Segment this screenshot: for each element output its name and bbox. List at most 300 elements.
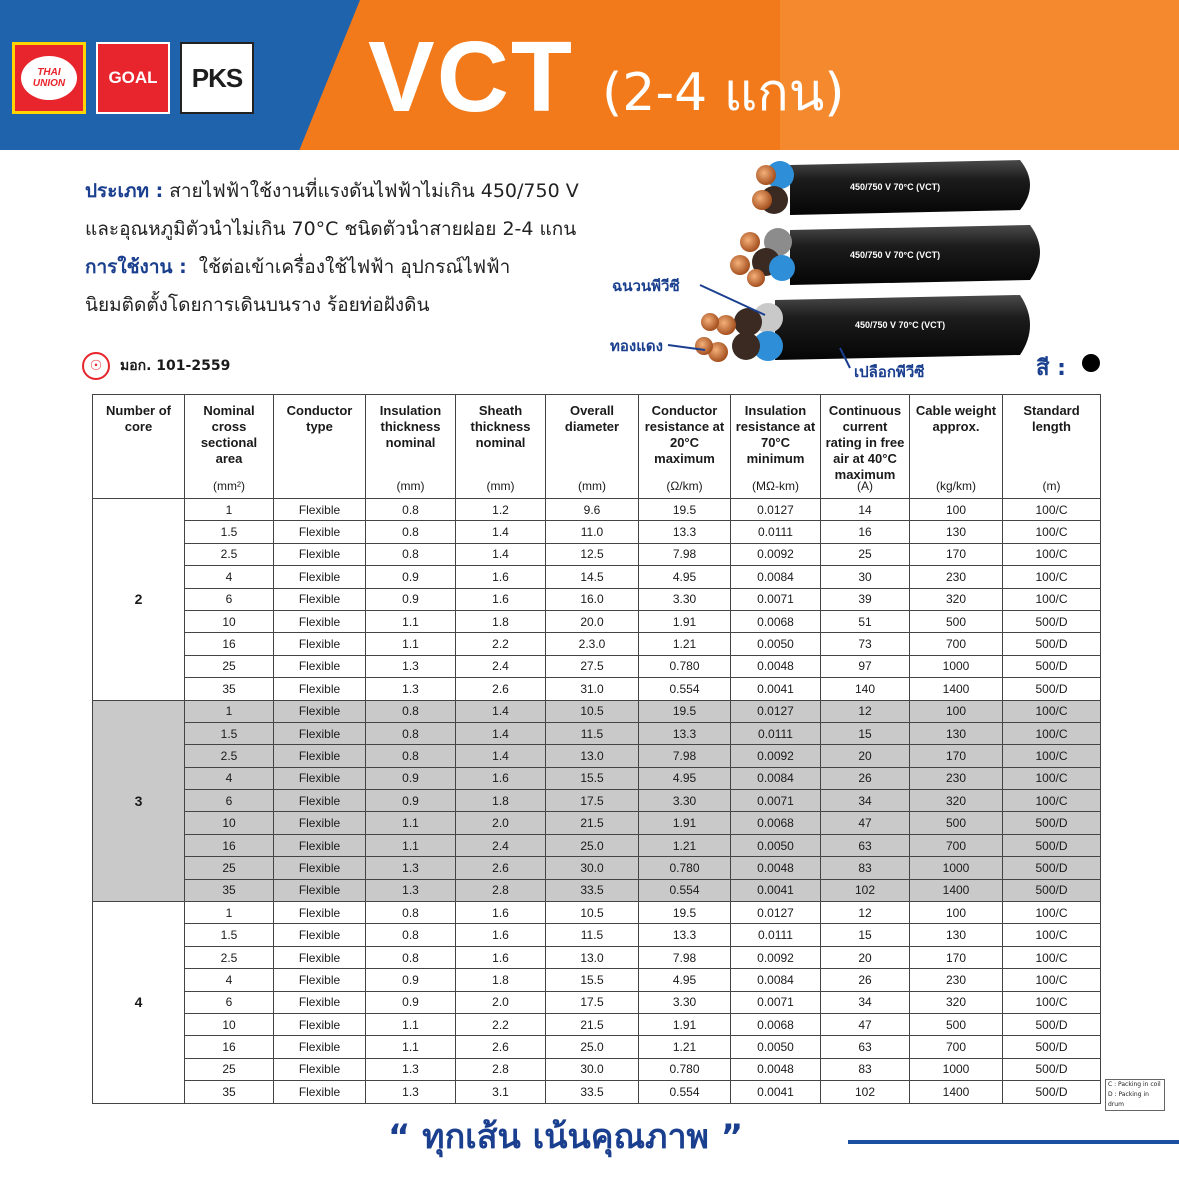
table-cell: 170: [910, 543, 1003, 565]
table-cell: 2.0: [456, 991, 546, 1013]
table-cell: 12.5: [546, 543, 639, 565]
table-cell: 0.8: [366, 700, 456, 722]
table-cell: 1000: [910, 655, 1003, 677]
table-row: [93, 588, 1101, 610]
column-header-unit: (A): [857, 479, 873, 493]
goal-logo-text: GOAL: [108, 68, 158, 87]
table-row: [93, 879, 1101, 901]
usage-text-2: นิยมติดตั้งโดยการเดินบนราง ร้อยท่อฝังดิน: [85, 294, 430, 316]
table-cell: 2.6: [456, 1036, 546, 1058]
table-cell: Flexible: [274, 991, 366, 1013]
column-header-label: Conductor type: [286, 403, 353, 434]
table-cell: 1.3: [366, 678, 456, 700]
table-cell: 1000: [910, 857, 1003, 879]
table-cell: 2.5: [185, 946, 274, 968]
type-text: สายไฟฟ้าใช้งานที่แรงดันไฟฟ้าไม่เกิน 450/750 V: [169, 180, 579, 202]
table-cell: 20: [821, 946, 910, 968]
table-cell: Flexible: [274, 678, 366, 700]
pks-logo: [180, 42, 254, 114]
table-cell: 100: [910, 499, 1003, 521]
table-row: [93, 1036, 1101, 1058]
table-cell: 1.6: [456, 566, 546, 588]
table-cell: 19.5: [639, 499, 731, 521]
column-header: [639, 395, 731, 499]
table-cell: 13.3: [639, 722, 731, 744]
table-cell: 0.780: [639, 655, 731, 677]
table-cell: 100/C: [1003, 745, 1101, 767]
table-cell: 100/C: [1003, 991, 1101, 1013]
column-header-label: Number of core: [106, 403, 171, 434]
table-cell: 230: [910, 767, 1003, 789]
table-cell: 25: [185, 857, 274, 879]
table-cell: 500/D: [1003, 1081, 1101, 1103]
table-cell: 130: [910, 924, 1003, 946]
table-cell: 1.6: [456, 902, 546, 924]
table-cell: 170: [910, 745, 1003, 767]
table-cell: 1: [185, 700, 274, 722]
table-cell: 230: [910, 566, 1003, 588]
table-cell: 13.3: [639, 924, 731, 946]
table-cell: Flexible: [274, 521, 366, 543]
table-cell: 500/D: [1003, 857, 1101, 879]
table-cell: 39: [821, 588, 910, 610]
table-cell: 100/C: [1003, 543, 1101, 565]
table-cell: 2.2: [456, 1013, 546, 1035]
table-cell: Flexible: [274, 879, 366, 901]
table-cell: 7.98: [639, 946, 731, 968]
header-banner: [0, 0, 1179, 150]
type-text-2: และอุณหภูมิตัวนำไม่เกิน 70°C ชนิดตัวนำสายฝอย 2-4 แกน: [85, 218, 577, 240]
table-cell: 1.91: [639, 812, 731, 834]
table-cell: 500/D: [1003, 1013, 1101, 1035]
table-cell: 1.3: [366, 857, 456, 879]
table-cell: Flexible: [274, 499, 366, 521]
table-cell: 0.0041: [731, 879, 821, 901]
table-cell: 0.0111: [731, 722, 821, 744]
table-cell: Flexible: [274, 1081, 366, 1103]
table-cell: 1: [185, 902, 274, 924]
table-cell: 0.0084: [731, 767, 821, 789]
table-cell: 6: [185, 790, 274, 812]
table-cell: 1.1: [366, 834, 456, 856]
table-cell: 10.5: [546, 902, 639, 924]
table-cell: 35: [185, 678, 274, 700]
table-row: [93, 745, 1101, 767]
table-cell: 13.0: [546, 946, 639, 968]
table-cell: 1.4: [456, 700, 546, 722]
table-cell: 0.0127: [731, 700, 821, 722]
table-cell: 700: [910, 633, 1003, 655]
table-cell: 83: [821, 857, 910, 879]
table-cell: 10.5: [546, 700, 639, 722]
table-cell: 15.5: [546, 767, 639, 789]
table-cell: 0.554: [639, 678, 731, 700]
table-cell: 35: [185, 879, 274, 901]
table-cell: Flexible: [274, 655, 366, 677]
table-cell: 10: [185, 1013, 274, 1035]
table-cell: 100: [910, 700, 1003, 722]
table-cell: 4: [185, 767, 274, 789]
table-row: [93, 1081, 1101, 1103]
page-subtitle: (2-4 แกน): [602, 63, 845, 123]
table-cell: 0.0071: [731, 991, 821, 1013]
table-cell: 1.21: [639, 834, 731, 856]
standard-text: มอก. 101-2559: [120, 358, 231, 374]
column-header-unit: (mm): [578, 479, 606, 493]
table-cell: 63: [821, 834, 910, 856]
table-cell: 34: [821, 790, 910, 812]
table-cell: 0.8: [366, 722, 456, 744]
table-cell: 1.4: [456, 543, 546, 565]
brand-logos: [12, 42, 254, 114]
table-cell: 2.4: [456, 834, 546, 856]
table-cell: Flexible: [274, 857, 366, 879]
table-cell: 1.3: [366, 879, 456, 901]
table-row: [93, 834, 1101, 856]
table-cell: Flexible: [274, 700, 366, 722]
column-header-unit: (mm): [486, 479, 515, 493]
table-cell: 0.554: [639, 1081, 731, 1103]
table-cell: 500/D: [1003, 610, 1101, 632]
column-header-label: Standard length: [1023, 403, 1080, 434]
cable-print-1: 450/750 V 70°C (VCT): [850, 182, 941, 192]
table-cell: 2.8: [456, 879, 546, 901]
table-cell: 0.0092: [731, 543, 821, 565]
table-cell: 0.0084: [731, 566, 821, 588]
spec-table: [92, 394, 1101, 1104]
table-cell: 31.0: [546, 678, 639, 700]
table-cell: 0.8: [366, 499, 456, 521]
table-cell: 1.6: [456, 767, 546, 789]
table-cell: 0.9: [366, 790, 456, 812]
table-cell: 4.95: [639, 566, 731, 588]
table-cell: 0.0050: [731, 633, 821, 655]
cable-illustration: [600, 150, 1100, 395]
table-cell: 320: [910, 991, 1003, 1013]
table-cell: 10: [185, 610, 274, 632]
table-cell: 4.95: [639, 969, 731, 991]
table-cell: 26: [821, 767, 910, 789]
table-cell: 13.0: [546, 745, 639, 767]
column-header-unit: (MΩ-km): [752, 479, 799, 493]
table-cell: 3.30: [639, 790, 731, 812]
table-cell: 0.0048: [731, 1058, 821, 1080]
cable-2-core: [752, 160, 1030, 215]
thai-union-logo-bottom: UNION: [32, 78, 66, 89]
table-row: [93, 678, 1101, 700]
table-cell: 0.0111: [731, 924, 821, 946]
table-cell: 0.8: [366, 543, 456, 565]
table-cell: 14: [821, 499, 910, 521]
table-cell: 2.0: [456, 812, 546, 834]
table-cell: 2.8: [456, 1058, 546, 1080]
table-cell: 0.780: [639, 857, 731, 879]
table-cell: 0.554: [639, 879, 731, 901]
table-cell: 47: [821, 1013, 910, 1035]
slogan: “ ทุกเส้น เน้นคุณภาพ ”: [388, 1117, 744, 1157]
table-cell: 0.0092: [731, 745, 821, 767]
table-cell: 100/C: [1003, 700, 1101, 722]
table-cell: 1: [185, 499, 274, 521]
column-header: [546, 395, 639, 499]
spec-table-body: [93, 499, 1101, 1104]
table-cell: 1400: [910, 879, 1003, 901]
table-cell: 1.6: [456, 946, 546, 968]
column-header-unit: (m): [1042, 479, 1061, 493]
table-cell: 1.2: [456, 499, 546, 521]
cable-print-2: 450/750 V 70°C (VCT): [850, 250, 941, 260]
tis-standard-icon: ☉: [82, 352, 110, 380]
table-cell: 320: [910, 588, 1003, 610]
table-cell: 1.4: [456, 745, 546, 767]
column-header-unit: (mm²): [213, 479, 245, 493]
table-cell: 1.1: [366, 633, 456, 655]
table-cell: 3.1: [456, 1081, 546, 1103]
table-cell: 500: [910, 1013, 1003, 1035]
table-cell: 25.0: [546, 1036, 639, 1058]
table-cell: 0.8: [366, 946, 456, 968]
table-cell: 19.5: [639, 700, 731, 722]
table-cell: 30: [821, 566, 910, 588]
table-cell: 35: [185, 1081, 274, 1103]
usage-key: การใช้งาน :: [85, 256, 187, 278]
table-cell: 1400: [910, 1081, 1003, 1103]
table-cell: 16: [185, 1036, 274, 1058]
table-cell: Flexible: [274, 1036, 366, 1058]
table-cell: 500: [910, 610, 1003, 632]
table-cell: 100: [910, 902, 1003, 924]
table-cell: 0.0041: [731, 678, 821, 700]
table-cell: Flexible: [274, 745, 366, 767]
table-cell: Flexible: [274, 543, 366, 565]
color-swatch: [1082, 354, 1100, 372]
table-cell: 12: [821, 902, 910, 924]
table-cell: Flexible: [274, 902, 366, 924]
table-cell: 500/D: [1003, 812, 1101, 834]
table-cell: 34: [821, 991, 910, 1013]
table-row: [93, 543, 1101, 565]
table-cell: Flexible: [274, 1013, 366, 1035]
table-row: [93, 790, 1101, 812]
cable-print-3: 450/750 V 70°C (VCT): [855, 320, 946, 330]
table-cell: 19.5: [639, 902, 731, 924]
table-cell: 0.0127: [731, 499, 821, 521]
table-cell: 33.5: [546, 879, 639, 901]
table-row: [93, 722, 1101, 744]
table-cell: 100/C: [1003, 566, 1101, 588]
table-cell: Flexible: [274, 588, 366, 610]
table-cell: 0.8: [366, 924, 456, 946]
table-cell: 700: [910, 834, 1003, 856]
cable-drawing: [600, 150, 1100, 395]
table-row: [93, 924, 1101, 946]
table-cell: 11.5: [546, 924, 639, 946]
table-cell: 100/C: [1003, 969, 1101, 991]
table-row: [93, 991, 1101, 1013]
table-cell: Flexible: [274, 812, 366, 834]
table-row: [93, 1013, 1101, 1035]
table-cell: Flexible: [274, 834, 366, 856]
table-cell: 15: [821, 924, 910, 946]
table-cell: 2.6: [456, 678, 546, 700]
table-cell: 500/D: [1003, 879, 1101, 901]
column-header-unit: (mm): [396, 479, 425, 493]
table-cell: Flexible: [274, 633, 366, 655]
table-row: [93, 655, 1101, 677]
slogan-underline: [848, 1140, 1179, 1144]
table-cell: Flexible: [274, 1058, 366, 1080]
table-row: [93, 902, 1101, 924]
table-cell: 0.9: [366, 991, 456, 1013]
table-row: [93, 857, 1101, 879]
table-cell: 17.5: [546, 991, 639, 1013]
table-cell: 2.2: [456, 633, 546, 655]
copper-label: ทองแดง: [610, 337, 663, 355]
column-header-label: Insulation resistance at 70°C minimum: [735, 403, 816, 466]
column-header: [456, 395, 546, 499]
table-cell: 1.21: [639, 633, 731, 655]
table-cell: 30.0: [546, 1058, 639, 1080]
table-cell: 320: [910, 790, 1003, 812]
table-cell: 0.9: [366, 588, 456, 610]
core-count-cell: 4: [93, 902, 185, 1104]
legend-coil: C : Packing in coil: [1108, 1081, 1161, 1088]
insulation-label: ฉนวนพีวีซี: [612, 277, 680, 295]
table-cell: 0.0050: [731, 1036, 821, 1058]
color-label: สี :: [1036, 356, 1066, 381]
column-header-label: Nominal cross sectional area: [200, 403, 258, 466]
table-cell: 11.0: [546, 521, 639, 543]
table-cell: 1.5: [185, 924, 274, 946]
column-header-label: Overall diameter: [564, 403, 620, 434]
table-cell: 7.98: [639, 745, 731, 767]
table-cell: 0.0068: [731, 610, 821, 632]
table-cell: 0.0127: [731, 902, 821, 924]
table-cell: 1.3: [366, 1081, 456, 1103]
table-cell: 7.98: [639, 543, 731, 565]
table-cell: 100/C: [1003, 790, 1101, 812]
column-header: [731, 395, 821, 499]
column-header: [910, 395, 1003, 499]
table-row: [93, 521, 1101, 543]
table-cell: 500/D: [1003, 678, 1101, 700]
column-header-unit: (kg/km): [936, 479, 976, 493]
sheath-label: เปลือกพีวีซี: [854, 363, 925, 381]
table-cell: 100/C: [1003, 946, 1101, 968]
table-cell: 100/C: [1003, 902, 1101, 924]
table-cell: 1.6: [456, 924, 546, 946]
column-header-label: Continuous current rating in free air at 40°C maximum: [825, 403, 905, 482]
table-cell: Flexible: [274, 790, 366, 812]
page-title: VCT: [368, 21, 574, 133]
table-cell: 102: [821, 1081, 910, 1103]
column-header: [821, 395, 910, 499]
table-cell: Flexible: [274, 969, 366, 991]
thai-union-logo-top: THAI: [37, 67, 61, 78]
table-cell: 27.5: [546, 655, 639, 677]
table-cell: 0.9: [366, 767, 456, 789]
table-cell: 2.5: [185, 543, 274, 565]
table-cell: 2.3.0: [546, 633, 639, 655]
table-cell: 25: [821, 543, 910, 565]
packing-legend: [1105, 1079, 1165, 1111]
table-cell: 1.8: [456, 610, 546, 632]
table-cell: 1000: [910, 1058, 1003, 1080]
legend-drum: D : Packing in drum: [1108, 1091, 1149, 1108]
table-cell: 16: [185, 834, 274, 856]
column-header: [274, 395, 366, 499]
table-cell: 1.3: [366, 655, 456, 677]
table-cell: Flexible: [274, 946, 366, 968]
table-cell: 83: [821, 1058, 910, 1080]
table-cell: 9.6: [546, 499, 639, 521]
table-cell: 15.5: [546, 969, 639, 991]
table-cell: 2.4: [456, 655, 546, 677]
table-cell: 4: [185, 566, 274, 588]
table-cell: 500/D: [1003, 834, 1101, 856]
table-cell: 63: [821, 1036, 910, 1058]
table-cell: 25.0: [546, 834, 639, 856]
table-cell: 1.6: [456, 588, 546, 610]
table-cell: 1.5: [185, 521, 274, 543]
table-cell: 97: [821, 655, 910, 677]
table-cell: 0.780: [639, 1058, 731, 1080]
table-cell: 47: [821, 812, 910, 834]
table-cell: 0.8: [366, 902, 456, 924]
column-header-label: Insulation thickness nominal: [379, 403, 442, 450]
core-count-cell: 2: [93, 499, 185, 701]
table-cell: 500: [910, 812, 1003, 834]
table-cell: 0.0084: [731, 969, 821, 991]
table-cell: 30.0: [546, 857, 639, 879]
table-cell: 0.0050: [731, 834, 821, 856]
table-cell: 500/D: [1003, 655, 1101, 677]
table-cell: 21.5: [546, 812, 639, 834]
table-cell: 73: [821, 633, 910, 655]
insulation-pointer: [700, 285, 765, 315]
table-cell: 1.5: [185, 722, 274, 744]
pks-logo-text: PKS: [191, 62, 243, 93]
table-cell: 13.3: [639, 521, 731, 543]
table-cell: 1.21: [639, 1036, 731, 1058]
table-cell: 0.0071: [731, 588, 821, 610]
column-header: [185, 395, 274, 499]
table-cell: 21.5: [546, 1013, 639, 1035]
table-row: [93, 812, 1101, 834]
table-cell: 102: [821, 879, 910, 901]
table-cell: 3.30: [639, 588, 731, 610]
header-row: [93, 395, 1101, 499]
table-cell: 100/C: [1003, 767, 1101, 789]
table-cell: 0.0048: [731, 857, 821, 879]
table-cell: 17.5: [546, 790, 639, 812]
table-cell: 33.5: [546, 1081, 639, 1103]
table-cell: Flexible: [274, 722, 366, 744]
spec-table-header: [93, 395, 1101, 499]
table-cell: 1.91: [639, 1013, 731, 1035]
table-cell: 26: [821, 969, 910, 991]
product-description: [85, 172, 579, 324]
table-cell: 130: [910, 521, 1003, 543]
table-cell: 15: [821, 722, 910, 744]
table-cell: 1400: [910, 678, 1003, 700]
table-cell: 51: [821, 610, 910, 632]
thai-union-logo: [12, 42, 86, 114]
core-count-cell: 3: [93, 700, 185, 902]
table-cell: 1.1: [366, 812, 456, 834]
table-cell: 1.1: [366, 1013, 456, 1035]
table-cell: 0.0068: [731, 812, 821, 834]
